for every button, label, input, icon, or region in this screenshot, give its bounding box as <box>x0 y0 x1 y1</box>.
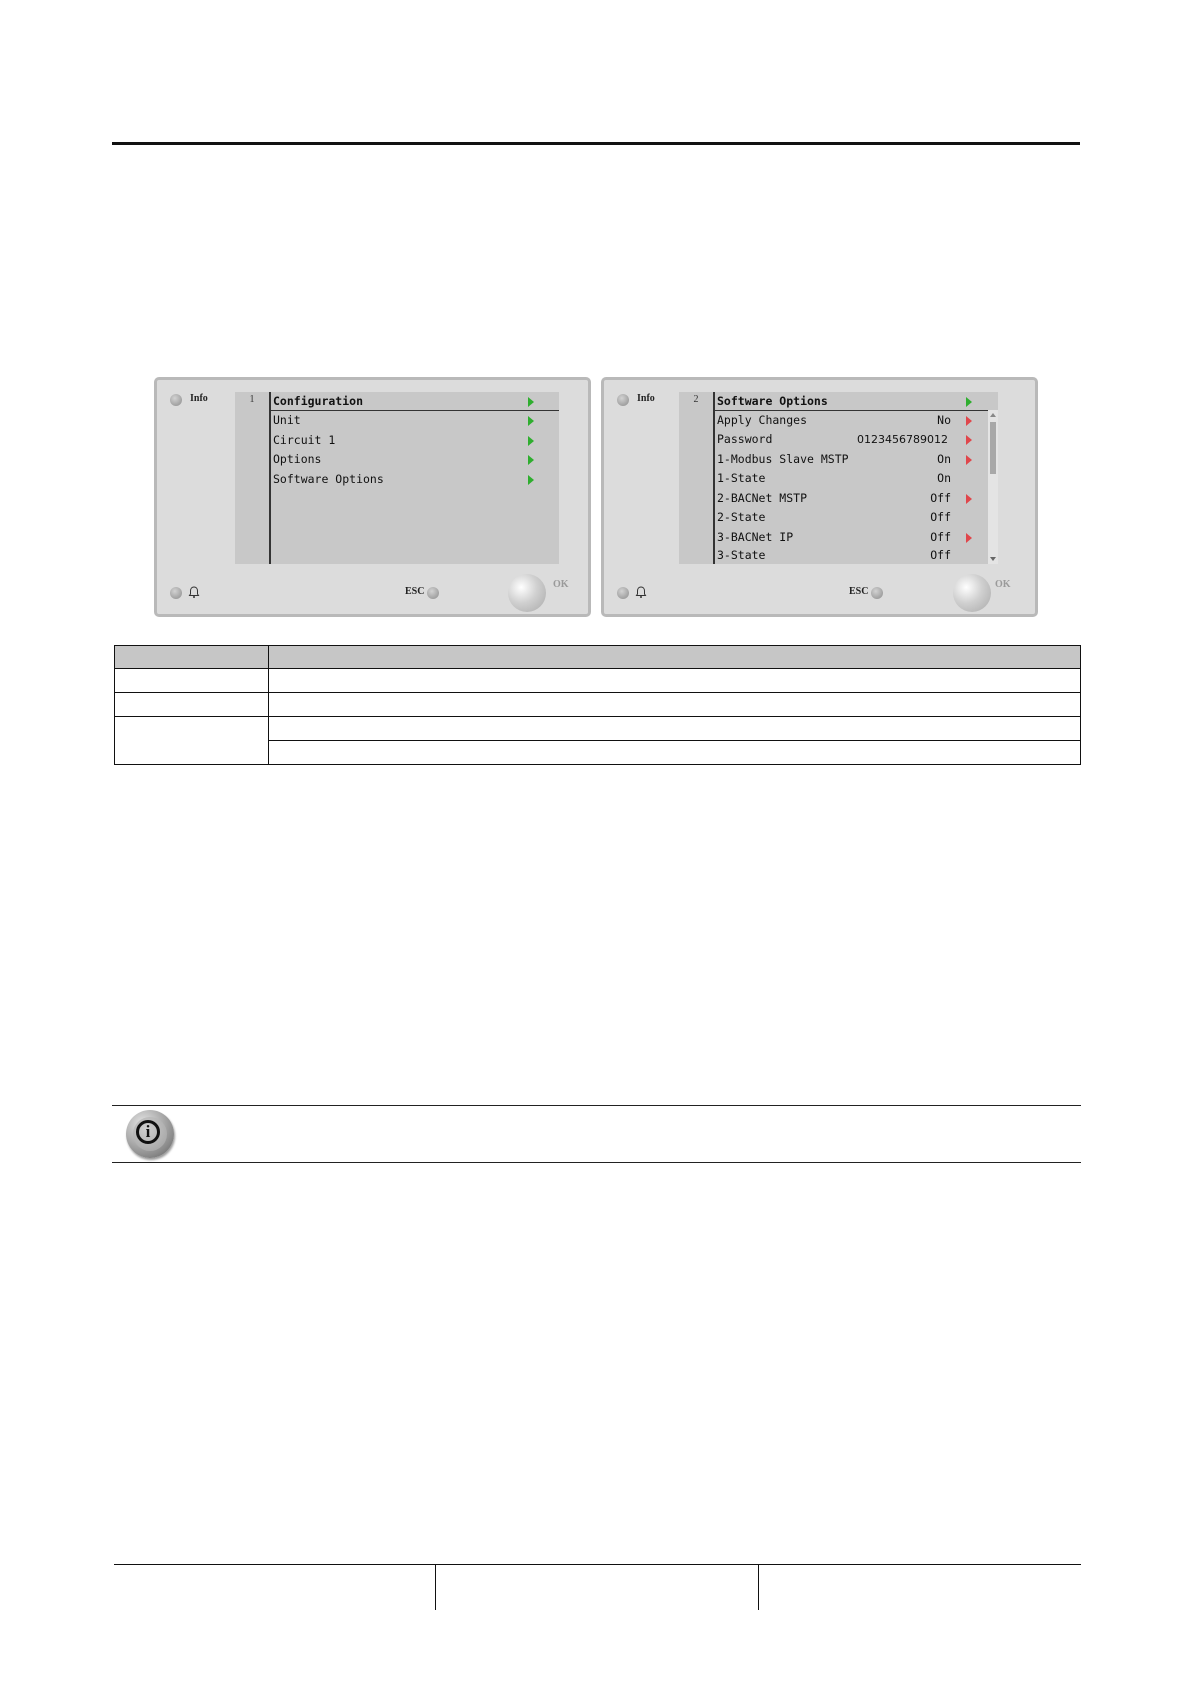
info-led-icon[interactable] <box>617 394 629 406</box>
footer-divider <box>758 1564 759 1610</box>
table-header-cell <box>115 646 269 669</box>
esc-label: ESC <box>405 586 425 597</box>
setting-value: Off <box>930 510 951 524</box>
table-cell <box>269 741 1081 765</box>
setting-2-state: 2-State <box>717 510 766 524</box>
setting-password[interactable]: Password <box>717 432 773 446</box>
setting-bacnet-mstp[interactable]: 2-BACNet MSTP <box>717 491 808 505</box>
bell-icon[interactable] <box>634 585 648 599</box>
table-row <box>115 669 1081 693</box>
page-number: 1 <box>249 394 255 405</box>
title-underline <box>713 410 998 411</box>
setting-value: No <box>937 413 951 427</box>
note-bottom-rule <box>112 1162 1081 1163</box>
table-cell <box>115 717 269 765</box>
info-label: Info <box>190 393 208 404</box>
arrow-right-icon[interactable] <box>966 416 972 426</box>
arrow-right-icon[interactable] <box>528 436 534 446</box>
header-rule <box>112 142 1080 145</box>
arrow-right-icon[interactable] <box>528 416 534 426</box>
ok-knob[interactable] <box>953 574 991 612</box>
esc-button[interactable] <box>427 587 439 599</box>
table-header-cell <box>269 646 1081 669</box>
arrow-right-icon[interactable] <box>966 397 972 407</box>
table-cell <box>269 669 1081 693</box>
table-row <box>115 693 1081 717</box>
setting-value: 0123456789012 <box>857 433 948 446</box>
scroll-down-icon[interactable] <box>990 557 996 561</box>
setting-apply-changes[interactable]: Apply Changes <box>717 413 808 427</box>
setting-value: On <box>937 452 951 466</box>
hmi-panel-software-options <box>601 377 1038 617</box>
note-top-rule <box>112 1105 1081 1106</box>
parameter-table <box>114 645 1081 765</box>
menu-item-circuit-1[interactable]: Circuit 1 <box>273 433 336 447</box>
arrow-right-icon[interactable] <box>966 455 972 465</box>
table-cell <box>269 717 1081 741</box>
arrow-right-icon[interactable] <box>528 475 534 485</box>
setting-value: Off <box>930 548 951 562</box>
hmi-panel-main-menu <box>154 377 591 617</box>
table-cell <box>269 693 1081 717</box>
arrow-right-icon[interactable] <box>966 494 972 504</box>
menu-item-configuration[interactable]: Configuration <box>273 394 364 408</box>
setting-bacnet-ip[interactable]: 3-BACNet IP <box>717 530 794 544</box>
menu-item-options[interactable]: Options <box>273 452 322 466</box>
ok-label: OK <box>995 579 1011 590</box>
arrow-right-icon[interactable] <box>966 533 972 543</box>
display-screen <box>679 392 998 564</box>
page-number: 2 <box>693 394 699 405</box>
display-screen <box>235 392 559 564</box>
ok-label: OK <box>553 579 569 590</box>
setting-value: On <box>937 471 951 485</box>
info-note-icon: i <box>126 1110 174 1158</box>
table-header-row <box>115 646 1081 669</box>
table-row <box>115 717 1081 741</box>
screen-title: Software Options <box>717 394 828 408</box>
footer-divider <box>435 1564 436 1610</box>
info-label: Info <box>637 393 655 404</box>
setting-value: Off <box>930 491 951 505</box>
alarm-led-icon[interactable] <box>617 587 629 599</box>
ok-knob[interactable] <box>508 574 546 612</box>
footer-rule <box>114 1564 1081 1565</box>
table-cell <box>115 693 269 717</box>
esc-label: ESC <box>849 586 869 597</box>
menu-item-software-options[interactable]: Software Options <box>273 472 384 486</box>
arrow-right-icon[interactable] <box>966 435 972 445</box>
arrow-right-icon[interactable] <box>528 397 534 407</box>
scrollbar[interactable] <box>988 410 998 564</box>
alarm-led-icon[interactable] <box>170 587 182 599</box>
info-led-icon[interactable] <box>170 394 182 406</box>
arrow-right-icon[interactable] <box>528 455 534 465</box>
title-underline <box>269 410 559 411</box>
setting-value: Off <box>930 530 951 544</box>
scroll-up-icon[interactable] <box>990 413 996 417</box>
table-cell <box>115 669 269 693</box>
scroll-thumb[interactable] <box>990 422 996 474</box>
setting-3-state: 3-State <box>717 548 766 562</box>
screen-divider <box>269 392 271 564</box>
bell-icon[interactable] <box>187 585 201 599</box>
esc-button[interactable] <box>871 587 883 599</box>
setting-1-state: 1-State <box>717 471 766 485</box>
menu-item-unit[interactable]: Unit <box>273 413 301 427</box>
screen-divider <box>713 392 715 564</box>
setting-modbus-slave-mstp[interactable]: 1-Modbus Slave MSTP <box>717 452 849 466</box>
